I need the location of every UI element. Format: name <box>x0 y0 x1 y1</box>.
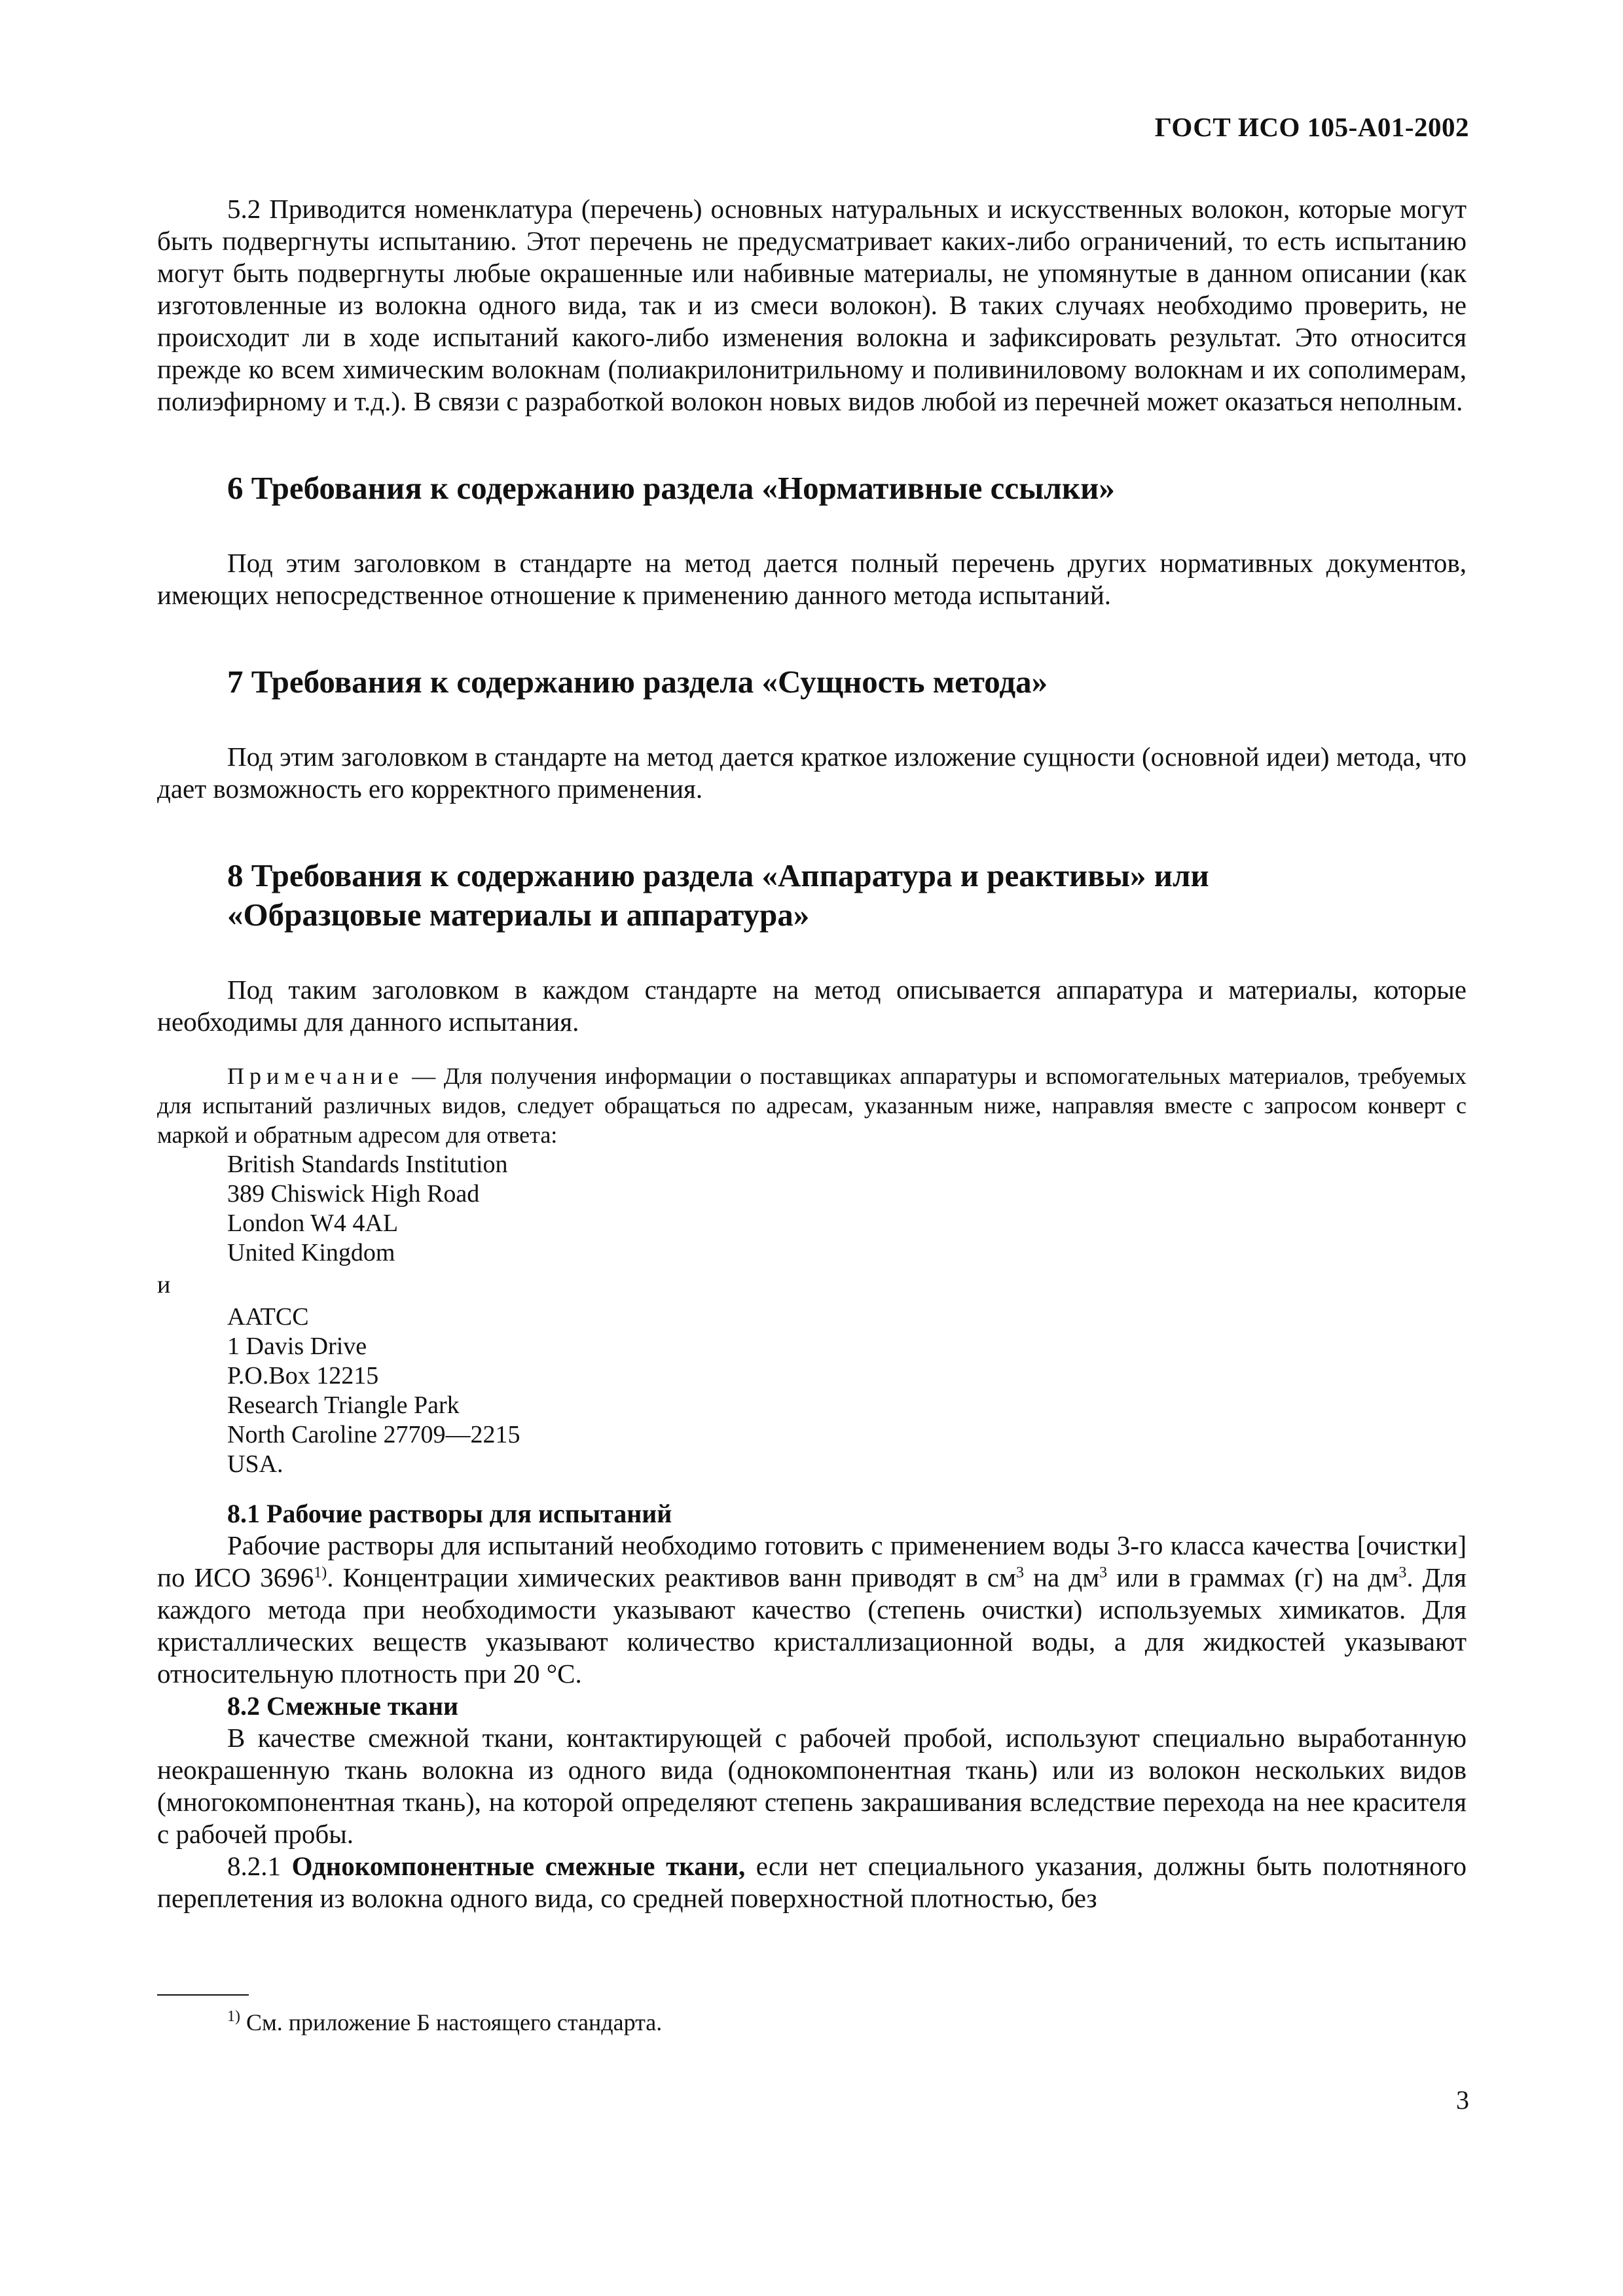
address-line: United Kingdom <box>227 1239 395 1266</box>
address-line: AATCC <box>227 1303 309 1331</box>
address-line: USA. <box>227 1450 283 1478</box>
superscript: 3 <box>1099 1564 1108 1581</box>
page-number: 3 <box>1456 2085 1469 2115</box>
paragraph-8-2-1 <box>157 1850 1467 1914</box>
paragraph-8-1 <box>157 1530 1467 1690</box>
address-line: London W4 4AL <box>227 1210 399 1237</box>
section-8-2-heading: 8.2 Смежные ткани <box>227 1691 459 1721</box>
paragraph-5-2: 5.2 Приводится номенклатура (перечень) основных натуральных и искусственных волокон, которые могут быть подвергнуты испытанию. Этот перечень не предусматривает каких-либо ограничений, то есть испытанию могут быть подвергнуты любые окрашенные или набивные материалы, не упомянутые в данном описании (как изготовленные из волокна одного вида, так и из смеси волокон). В таких случаях необходимо проверить, не происходит ли в ходе испытаний какого-либо изменения волокна и зафиксировать результат. Это относится прежде ко всем химическим волокнам (полиакрилонитрильному и поливиниловому волокнам и их сополимерам, полиэфирному и т.д.). В связи с разработкой волокон новых видов любой из перечней может оказаться неполным. <box>157 194 1467 416</box>
page-content <box>157 193 1467 1914</box>
section-8-heading <box>157 856 1467 935</box>
text-run: если нет специального указания, должны быть полотняного переплетения из волокна одного вида, со средней поверхностной плотностью, без <box>157 1851 1467 1913</box>
paragraph-7: Под этим заголовком в стандарте на метод дается краткое изложение сущности (основной идеи) метода, что дает возможность его корректного применения. <box>157 742 1467 804</box>
footnote-marker: 1) <box>227 2008 240 2025</box>
superscript: 3 <box>1398 1564 1407 1581</box>
footnote <box>227 2008 662 2037</box>
footnote-divider <box>157 1994 249 1996</box>
address-bsi <box>227 1150 1467 1268</box>
paragraph-6: Под этим заголовком в стандарте на метод дается полный перечень других нормативных документов, имеющих непосредственное отношение к применению данного метода испытаний. <box>157 548 1467 610</box>
footnote-ref: 1) <box>314 1564 327 1581</box>
paragraph-8-2: В качестве смежной ткани, контактирующей с рабочей пробой, используют специально выработанную неокрашенную ткань волокна из одного вида (однокомпонентная ткань) или из волокон нескольких видов (многокомпонентная ткань), на которой определяют степень закрашивания вследствие перехода на нее красителя с рабочей пробы. <box>157 1723 1467 1849</box>
text-run: . Концентрации химических реактивов ванн приводят в см <box>327 1562 1017 1592</box>
superscript: 3 <box>1016 1564 1025 1581</box>
section-6-heading: 6 Требования к содержанию раздела «Нормативные ссылки» <box>227 470 1115 506</box>
text-run: Рабочие растворы для испытаний необходимо готовить с применением воды 3-го класса качества [очистки] по ИСО 3696 <box>157 1530 1467 1592</box>
conjunction-and: и <box>157 1271 171 1299</box>
note-label: Примечание <box>227 1063 404 1089</box>
text-run: или в граммах (г) на дм <box>1107 1562 1399 1592</box>
address-line: P.O.Box 12215 <box>227 1362 379 1390</box>
address-line: North Caroline 27709—2215 <box>227 1421 520 1448</box>
document-id-header: ГОСТ ИСО 105-А01-2002 <box>1154 112 1469 142</box>
note-paragraph <box>157 1062 1467 1150</box>
address-line: Research Triangle Park <box>227 1391 460 1419</box>
address-aatcc <box>227 1302 1467 1479</box>
address-line: British Standards Institution <box>227 1151 508 1178</box>
address-line: 389 Chiswick High Road <box>227 1180 480 1208</box>
clause-number: 8.2.1 <box>227 1851 292 1881</box>
clause-term: Однокомпонентные смежные ткани, <box>291 1851 746 1881</box>
text-run: . Для каждого метода при необходимости указывают качество (степень очистки) используемых химикатов. Для кристаллических веществ указывают количество кристаллизационной воды, а для жидкостей указывают относительную плотность при 20 °С. <box>157 1562 1467 1689</box>
section-8-heading-line2: «Образцовые материалы и аппаратура» <box>227 897 810 933</box>
note-block <box>157 1062 1467 1150</box>
footnote-text: См. приложение Б настоящего стандарта. <box>240 2009 663 2036</box>
section-7-heading: 7 Требования к содержанию раздела «Сущность метода» <box>227 664 1048 700</box>
text-run: на дм <box>1024 1562 1100 1592</box>
address-line: 1 Davis Drive <box>227 1333 367 1360</box>
section-8-heading-line1: 8 Требования к содержанию раздела «Аппаратура и реактивы» или <box>227 857 1209 893</box>
section-8-1-heading: 8.1 Рабочие растворы для испытаний <box>227 1499 672 1528</box>
note-text: — Для получения информации о поставщиках аппаратуры и вспомогательных материалов, требуемых для испытаний различных видов, следует обращаться по адресам, указанным ниже, направляя вместе с запросом конверт с маркой и обратным адресом для ответа: <box>157 1063 1467 1148</box>
paragraph-8: Под таким заголовком в каждом стандарте на метод описывается аппаратура и материалы, которые необходимы для данного испытания. <box>157 975 1467 1037</box>
